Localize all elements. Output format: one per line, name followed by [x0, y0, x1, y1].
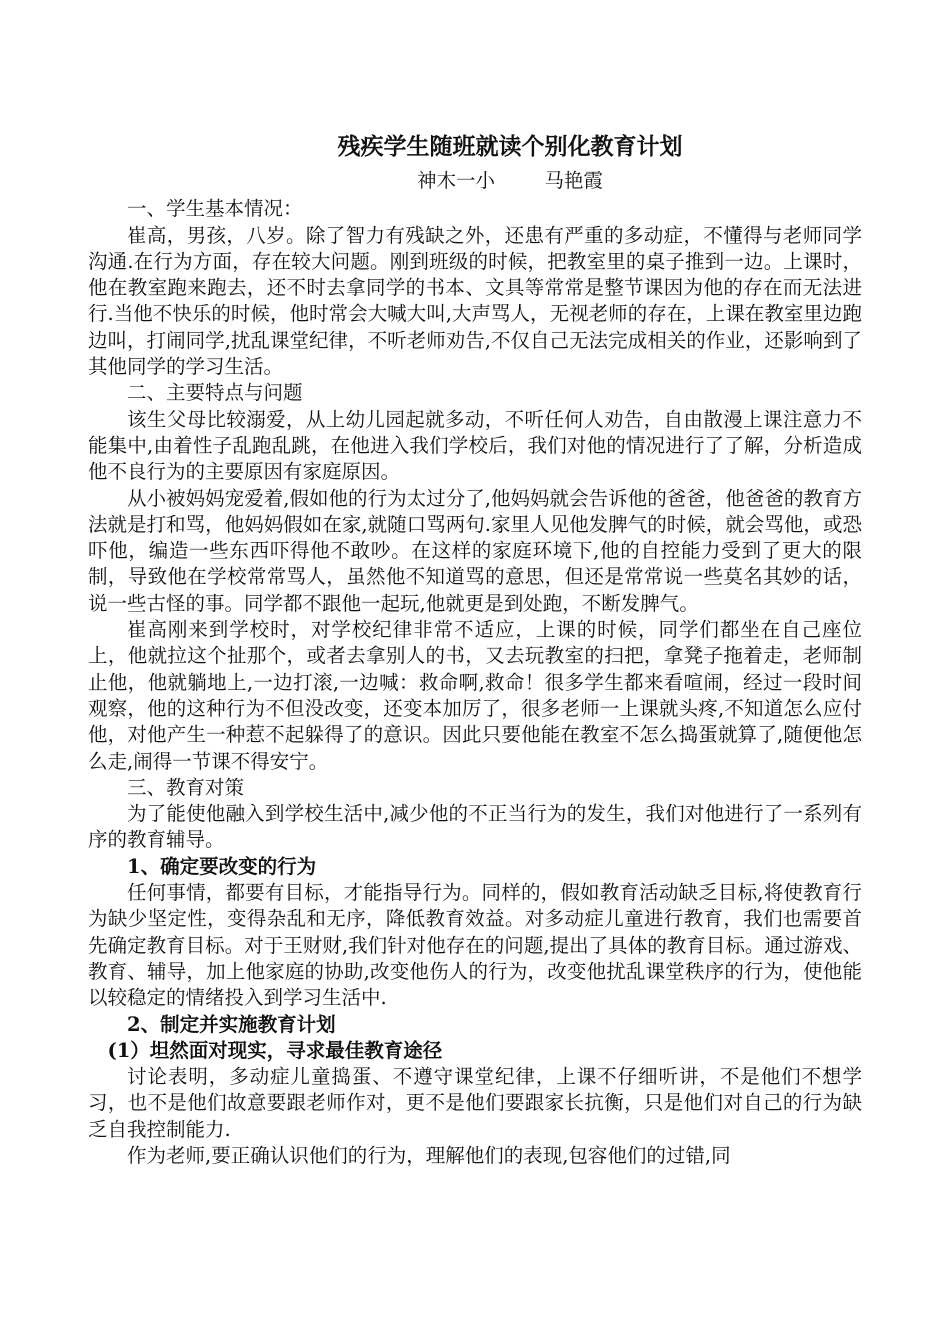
paragraph: 讨论表明，多动症儿童捣蛋、不遵守课堂纪律，上课不仔细听讲，不是他们不想学习，也不是他们故意要跟老师作对，更不是他们要跟家长抗衡，只是他们对自己的行为缺乏自我控制能力. — [88, 1065, 862, 1141]
section-heading: 三、教育对策 — [127, 775, 245, 799]
section-heading: 二、主要特点与问题 — [127, 381, 303, 405]
author-line: 神木一小 马艳霞 — [416, 169, 604, 192]
section-heading: 一、学生基本情况： — [127, 197, 303, 221]
paragraph: 崔高，男孩，八岁。除了智力有残缺之外，还患有严重的多动症，不懂得与老师同学沟通.在行为方面，存在较大问题。刚到班级的时候，把教室里的桌子推到一边。上课时，他在教室跑来跑去，还不时去拿同学的书本、文具等常常是整节课因为他的存在而无法进行.当他不快乐的时候，他时常会大喊大叫,大声骂人，无视老师的存在，上课在教室里边跑边叫，打闹同学,扰乱课堂纪律，不听老师劝告,不仅自己无法完成相关的作业，还影响到了其他同学的学习生活。 — [88, 223, 862, 379]
paragraph: 该生父母比较溺爱，从上幼儿园起就多动，不听任何人劝告，自由散漫上课注意力不能集中,由着性子乱跑乱跳，在他进入我们学校后，我们对他的情况进行了了解，分析造成他不良行为的主要原因有家庭原因。 — [88, 407, 862, 484]
document-title: 残疾学生随班就读个别化教育计划 — [337, 133, 683, 160]
paragraph: 崔高刚来到学校时，对学校纪律非常不适应，上课的时候，同学们都坐在自己座位上，他就拉这个扯那个，或者去拿别人的书，又去玩教室的扫把，拿凳子拖着走，老师制止他，他就躺地上,一边打滚,一边喊：救命啊,救命！很多学生都来看喧闹，经过一段时间观察，他的这种行为不但没改变，还变本加厉了，很多老师一上课就头疼,不知道怎么应付他，对他产生一种惹不起躲得了的意识。因此只要他能在教室不怎么捣蛋就算了,随便他怎么走,闹得一节课不得安宁。 — [88, 618, 862, 773]
subsection-heading: 2、制定并实施教育计划 — [127, 1012, 336, 1036]
paragraph: 任何事情，都要有目标，才能指导行为。同样的，假如教育活动缺乏目标,将使教育行为缺少坚定性，变得杂乱和无序，降低教育效益。对多动症儿童进行教育，我们也需要首先确定教育目标。对于王财财,我们针对他存在的问题,提出了具体的教育目标。通过游戏、教育、辅导，加上他家庭的协助,改变他伤人的行为，改变他扰乱课堂秩序的行为，使他能以较稳定的情绪投入到学习生活中. — [88, 881, 862, 1010]
paragraph: 为了能使他融入到学校生活中,减少他的不正当行为的发生，我们对他进行了一系列有序的教育辅导。 — [88, 802, 862, 852]
document-body — [88, 196, 862, 1169]
subsection-heading: (1）坦然面对现实，寻求最佳教育途径 — [107, 1038, 443, 1062]
subsection-heading: 1、确定要改变的行为 — [127, 854, 317, 878]
paragraph: 作为老师,要正确认识他们的行为，理解他们的表现,包容他们的过错,同 — [127, 1143, 731, 1167]
paragraph: 从小被妈妈宠爱着,假如他的行为太过分了,他妈妈就会告诉他的爸爸，他爸爸的教育方法就是打和骂，他妈妈假如在家,就随口骂两句.家里人见他发脾气的时候，就会骂他，或恐吓他，编造一些东西吓得他不敢吵。在这样的家庭环境下,他的自控能力受到了更大的限制，导致他在学校常常骂人，虽然他不知道骂的意思，但还是常常说一些莫名其妙的话，说一些古怪的事。同学都不跟他一起玩,他就更是到处跑，不断发脾气。 — [88, 486, 862, 615]
